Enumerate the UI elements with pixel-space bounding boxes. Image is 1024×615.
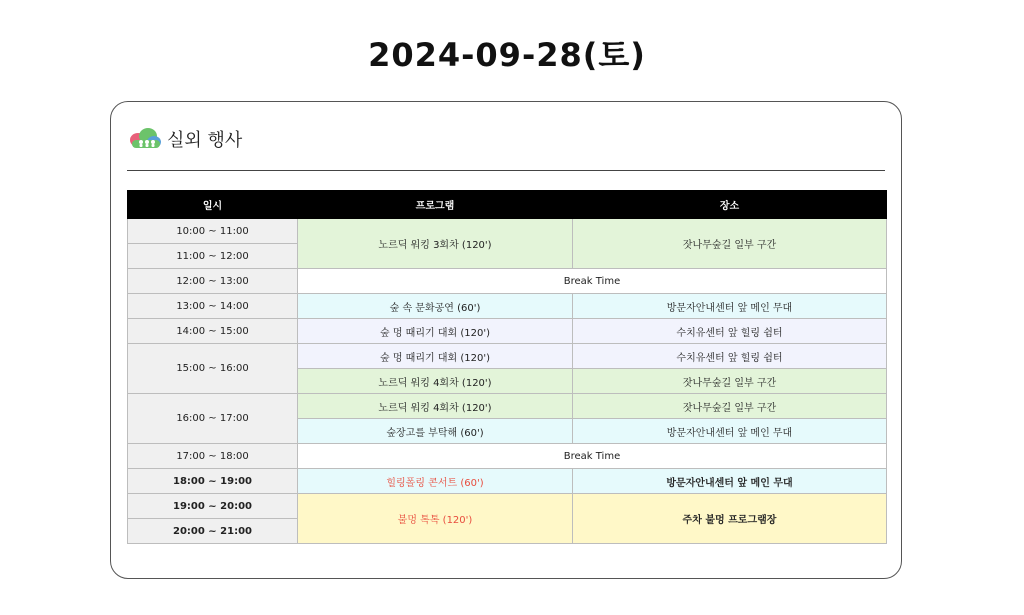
time-cell: 12:00 ~ 13:00 (128, 269, 298, 294)
header-place: 장소 (573, 191, 887, 219)
place-cell: 방문자안내센터 앞 메인 무대 (573, 294, 887, 319)
program-cell: 숲 멍 때리기 대회 (120') (298, 344, 573, 369)
table-row (128, 494, 887, 519)
table-row (128, 269, 887, 294)
program-cell: 불멍 톡톡 (120') (298, 494, 573, 544)
section-header (127, 124, 242, 154)
time-cell: 16:00 ~ 17:00 (128, 394, 298, 444)
place-cell: 방문자안내센터 앞 메인 무대 (573, 469, 887, 494)
program-cell: 노르딕 워킹 3회차 (120') (298, 219, 573, 269)
header-time: 일시 (128, 191, 298, 219)
table-row (128, 394, 887, 419)
time-cell: 18:00 ~ 19:00 (128, 469, 298, 494)
program-cell: 숲 속 문화공연 (60') (298, 294, 573, 319)
table-row (128, 469, 887, 494)
place-cell: 수치유센터 앞 힐링 쉼터 (573, 319, 887, 344)
header-program: 프로그램 (298, 191, 573, 219)
break-cell: Break Time (298, 444, 887, 469)
section-title: 실외 행사 (167, 130, 243, 151)
schedule-table (127, 190, 887, 544)
place-cell: 방문자안내센터 앞 메인 무대 (573, 419, 887, 444)
table-row (128, 219, 887, 244)
time-cell: 15:00 ~ 16:00 (128, 344, 298, 394)
place-cell: 수치유센터 앞 힐링 쉼터 (573, 344, 887, 369)
section-divider (127, 170, 885, 171)
program-cell: 노르딕 워킹 4회차 (120') (298, 394, 573, 419)
program-cell: 숲장고를 부탁해 (60') (298, 419, 573, 444)
outdoor-event-card (110, 101, 902, 579)
time-cell: 17:00 ~ 18:00 (128, 444, 298, 469)
page-title: 2024-09-28(토) (368, 36, 646, 74)
time-cell: 19:00 ~ 20:00 (128, 494, 298, 519)
place-cell: 잣나무숲길 일부 구간 (573, 394, 887, 419)
table-row (128, 344, 887, 369)
place-cell: 잣나무숲길 일부 구간 (573, 369, 887, 394)
program-cell: 숲 멍 때리기 대회 (120') (298, 319, 573, 344)
time-cell: 10:00 ~ 11:00 (128, 219, 298, 244)
table-row (128, 319, 887, 344)
table-header-row (128, 191, 887, 219)
program-cell: 노르딕 워킹 4회차 (120') (298, 369, 573, 394)
time-cell: 14:00 ~ 15:00 (128, 319, 298, 344)
time-cell: 20:00 ~ 21:00 (128, 519, 298, 544)
place-cell: 잣나무숲길 일부 구간 (573, 219, 887, 269)
program-cell: 힐링폴링 콘서트 (60') (298, 469, 573, 494)
time-cell: 11:00 ~ 12:00 (128, 244, 298, 269)
table-row (128, 444, 887, 469)
table-row (128, 294, 887, 319)
cloud-people-icon (127, 126, 163, 152)
place-cell: 주차 불멍 프로그램장 (573, 494, 887, 544)
time-cell: 13:00 ~ 14:00 (128, 294, 298, 319)
break-cell: Break Time (298, 269, 887, 294)
